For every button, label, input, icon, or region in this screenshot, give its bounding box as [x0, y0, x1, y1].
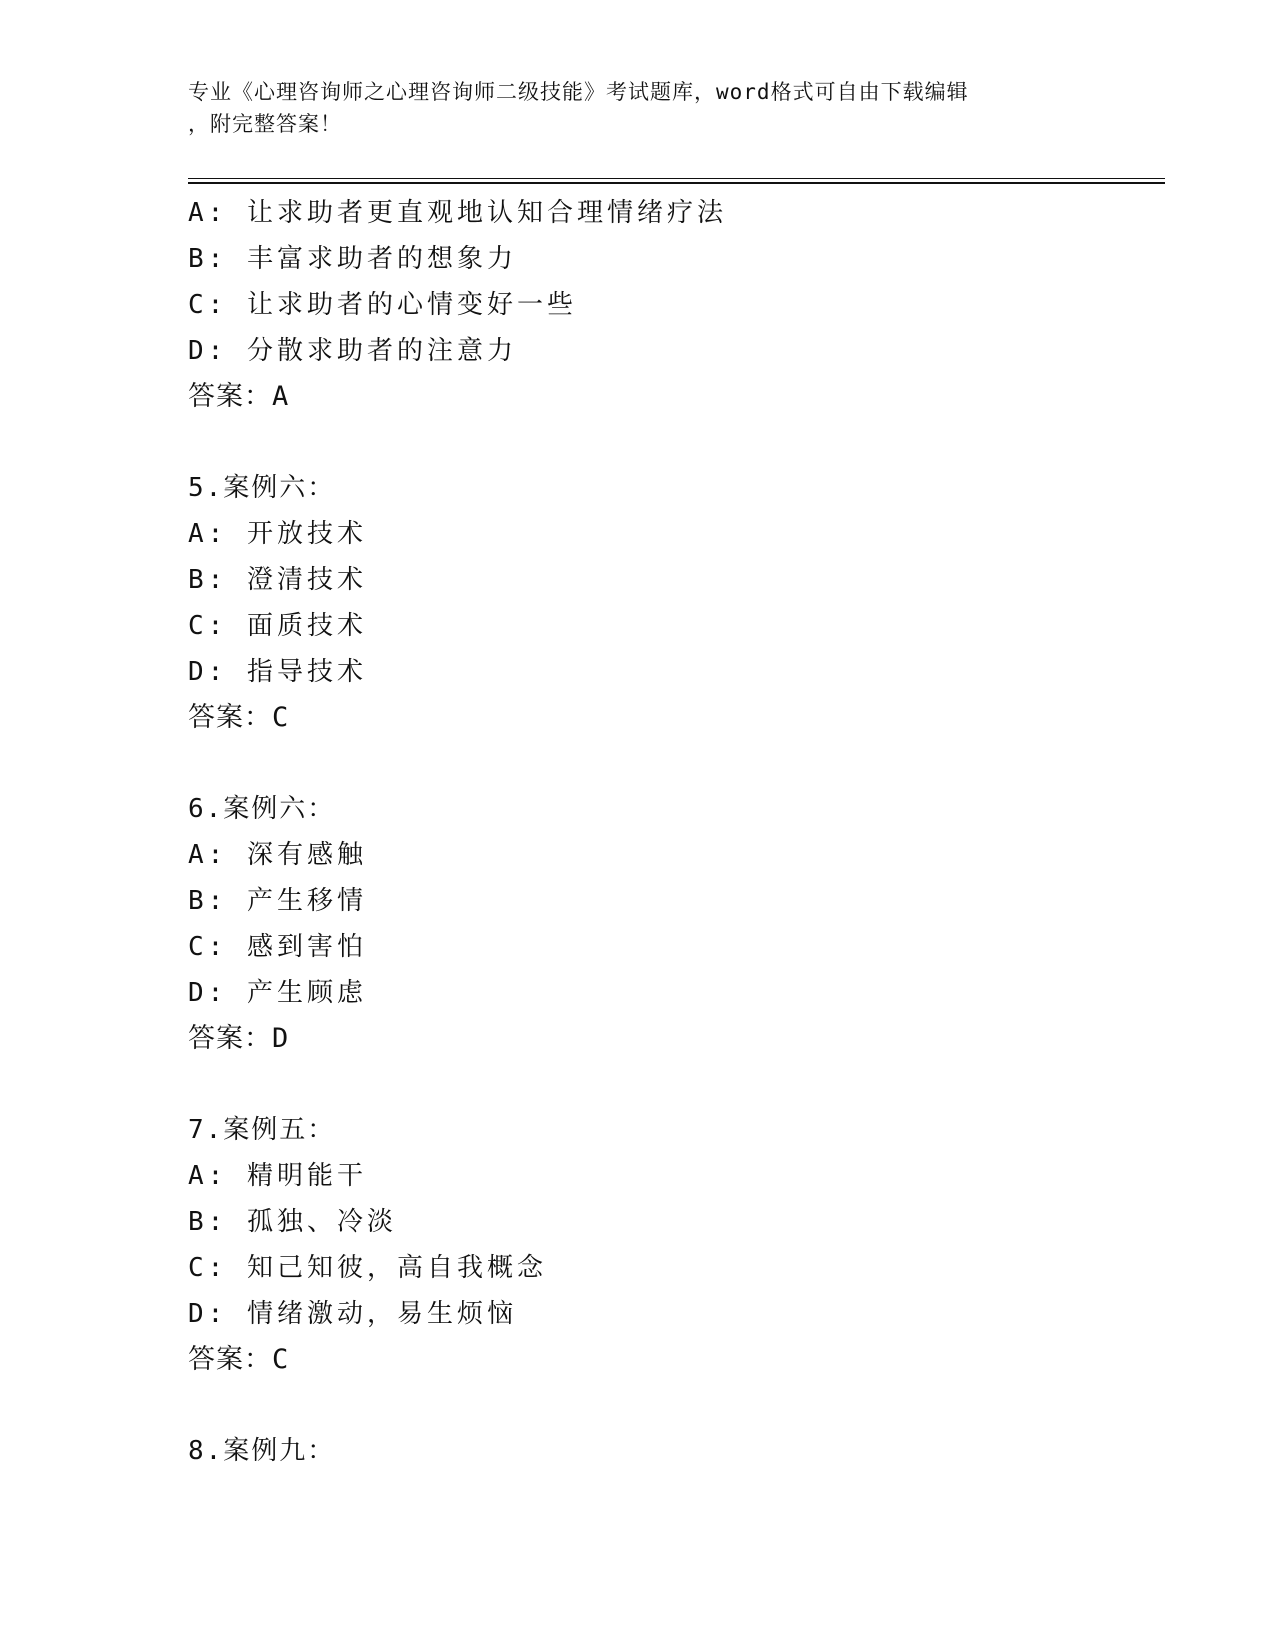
question-block-6 [188, 786, 1168, 1062]
option-d: D: 情绪激动，易生烦恼 [188, 1299, 517, 1329]
header-divider-thick [188, 182, 1165, 184]
option-c: C: 感到害怕 [188, 932, 367, 962]
header-title-line-1: 专业《心理咨询师之心理咨询师二级技能》考试题库，word格式可自由下载编辑 [188, 80, 969, 104]
option-c: C: 知己知彼，高自我概念 [188, 1253, 547, 1283]
question-list [188, 190, 1168, 1474]
option-a: A: 让求助者更直观地认知合理情绪疗法 [188, 198, 727, 228]
answer-line: 答案：A [188, 381, 290, 412]
spacer [188, 420, 1168, 465]
option-b: B: 孤独、冷淡 [188, 1207, 397, 1237]
option-c: C: 让求助者的心情变好一些 [188, 290, 577, 320]
question-block-8 [188, 1428, 1168, 1474]
header-title-line-2: ，附完整答案！ [188, 112, 342, 136]
spacer [188, 1383, 1168, 1428]
option-a: A: 精明能干 [188, 1161, 367, 1191]
option-c: C: 面质技术 [188, 611, 367, 641]
question-title: 5.案例六： [188, 473, 336, 503]
question-block-5 [188, 465, 1168, 741]
option-d: D: 指导技术 [188, 657, 367, 687]
option-a: A: 开放技术 [188, 519, 367, 549]
option-b: B: 澄清技术 [188, 565, 367, 595]
option-b: B: 丰富求助者的想象力 [188, 244, 517, 274]
answer-line: 答案：C [188, 702, 290, 733]
question-block-7 [188, 1107, 1168, 1383]
option-b: B: 产生移情 [188, 886, 367, 916]
option-d: D: 产生顾虑 [188, 978, 367, 1008]
answer-line: 答案：C [188, 1344, 290, 1375]
document-header [188, 76, 1088, 140]
question-title: 6.案例六： [188, 794, 336, 824]
option-a: A: 深有感触 [188, 840, 367, 870]
question-title: 7.案例五： [188, 1115, 336, 1145]
answer-line: 答案：D [188, 1023, 290, 1054]
spacer [188, 741, 1168, 786]
spacer [188, 1062, 1168, 1107]
question-title: 8.案例九： [188, 1436, 336, 1466]
header-divider-thin [188, 178, 1165, 179]
option-d: D: 分散求助者的注意力 [188, 336, 517, 366]
question-block-4 [188, 190, 1168, 420]
